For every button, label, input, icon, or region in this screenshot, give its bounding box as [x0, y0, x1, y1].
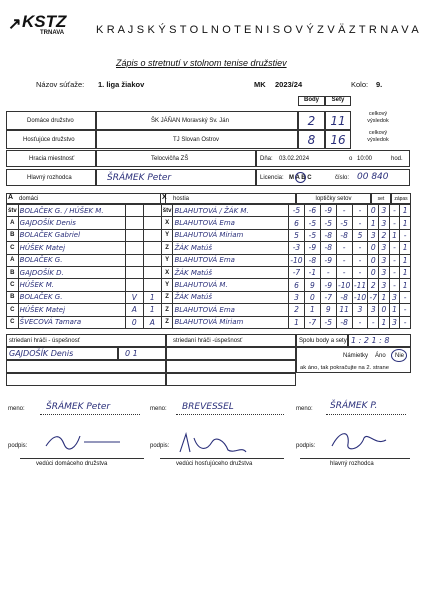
- guest-signature: [176, 430, 286, 456]
- association-name: K R A J S K Ý S T O L N O T E N I S O V Ý Z V Ä Z T R N A V A: [96, 24, 419, 36]
- logo-icon: ↗: [8, 16, 22, 33]
- set-4: -10: [338, 280, 351, 290]
- referee-name: ŠRÁMEK Peter: [96, 169, 256, 186]
- subs-guest-blank-1: [166, 347, 296, 360]
- guest-tag: Z: [161, 291, 173, 303]
- total-value: 1 : 2 1 : 8: [348, 334, 411, 347]
- set-5: -11: [353, 280, 367, 290]
- guest-player: BLAHUTOVÁ Ema: [173, 217, 289, 229]
- home-player: BOLAČEK G. / HÚŠEK M.: [18, 205, 125, 217]
- match-head-home: [6, 193, 166, 204]
- guest-sets-won: 3: [379, 242, 390, 254]
- hour-label: hod.: [391, 156, 403, 162]
- guest-card: [143, 205, 161, 217]
- result-word: set: [371, 193, 391, 204]
- home-match-point: 3: [389, 291, 400, 303]
- home-sets: 11: [325, 111, 351, 130]
- home-match-point: -: [389, 217, 400, 229]
- guest-sets-won: 2: [379, 229, 390, 241]
- set-3: -9: [320, 205, 336, 217]
- guest-match-point: -: [400, 229, 411, 241]
- set-5: 5: [352, 229, 368, 241]
- guest-card: 1: [143, 304, 161, 316]
- guest-match-point: -: [400, 291, 411, 303]
- time-value: 10:00: [357, 156, 373, 162]
- home-team-label: Domáce družstvo: [6, 111, 96, 130]
- set-2: -5: [304, 229, 320, 241]
- home-card: V: [125, 291, 143, 303]
- home-player: HÚŠEK Matej: [18, 242, 125, 254]
- match-row: [7, 254, 411, 266]
- home-card: [125, 205, 143, 217]
- caption-line-2: [160, 458, 284, 459]
- set-3: -5: [320, 316, 336, 328]
- sets-word: loptičky setov: [296, 193, 371, 204]
- set-1: -3: [289, 242, 305, 254]
- guest-caption: vedúci hosťujúceho družstva: [176, 461, 253, 467]
- match-row: [7, 266, 411, 278]
- subs-home-blank-2: [6, 360, 166, 373]
- guest-player: ŽÁK Matúš: [173, 266, 289, 278]
- sign-dots-1: [40, 414, 140, 415]
- home-match-point: -: [389, 266, 400, 278]
- ref-name-label: meno:: [296, 406, 313, 412]
- home-sets-won: 2: [368, 279, 379, 291]
- logo-sub: TRNAVA: [40, 30, 65, 36]
- subs-guest-blank-2: [166, 360, 296, 373]
- guest-letter: X: [162, 194, 167, 201]
- home-card: [125, 279, 143, 291]
- set-5: -: [352, 242, 368, 254]
- guest-card: [143, 217, 161, 229]
- time-label: o: [349, 156, 353, 162]
- sign-dots-2: [176, 414, 284, 415]
- set-3: -9: [320, 279, 336, 291]
- set-4: 11: [336, 304, 352, 316]
- guest-card: [143, 266, 161, 278]
- home-card: [125, 217, 143, 229]
- home-player: HÚŠEK Matej: [18, 304, 125, 316]
- home-card: 0: [125, 316, 143, 328]
- home-player: GAJDOŠÍK Denis: [18, 217, 125, 229]
- set-3: -9: [320, 254, 336, 266]
- notes-no[interactable]: Nie: [395, 353, 405, 359]
- home-sets-won: 3: [368, 304, 379, 316]
- guest-player: BLAHUTOVÁ Miriam: [173, 229, 289, 241]
- round-label: Kolo:: [351, 80, 369, 89]
- date-label: Dňa:: [260, 156, 273, 162]
- caption-line-1: [20, 458, 144, 459]
- set-1: -7: [289, 266, 305, 278]
- total-label: Spolu body a sety: [296, 334, 348, 347]
- player-tag: C: [7, 304, 19, 316]
- guest-sets: 16: [325, 130, 351, 149]
- notes-label: Námietky: [343, 353, 369, 359]
- subs-home-player: GAJDOŠÍK Denis: [6, 347, 118, 360]
- licence-circle-icon: [295, 172, 306, 183]
- match-head-guest: [160, 193, 296, 204]
- guest-tag: Y: [161, 229, 173, 241]
- competition-label: Názov súťaže:: [36, 80, 85, 89]
- player-tag: A: [7, 217, 19, 229]
- guest-match-point: -: [400, 304, 411, 316]
- subs-guest-blank-3: [166, 373, 296, 386]
- home-player: GAJDOŠÍK D.: [18, 266, 125, 278]
- home-word: domáci: [19, 196, 39, 202]
- licence-options: M A B C: [289, 175, 312, 181]
- player-tag: C: [7, 279, 19, 291]
- match-row: [7, 279, 411, 291]
- set-5: -: [352, 217, 368, 229]
- guest-tag: Y: [161, 279, 173, 291]
- singles-table: [6, 204, 411, 329]
- home-match-point: -: [389, 205, 400, 217]
- guest-match-point: 1: [400, 266, 411, 278]
- match-row: [7, 229, 411, 241]
- set-1: 1: [289, 316, 305, 328]
- home-card: [125, 242, 143, 254]
- set-3: -7: [320, 291, 336, 303]
- set-5: -: [352, 254, 368, 266]
- guest-sign-label: podpis:: [150, 443, 170, 449]
- guest-player: BLAHUTOVÁ Miriam: [173, 316, 289, 328]
- guest-card: [143, 229, 161, 241]
- guest-tag: štv: [161, 205, 173, 217]
- caption-line-3: [300, 458, 410, 459]
- ref-sign-label: podpis:: [296, 443, 316, 449]
- guest-player: ŽÁK Matúš: [173, 291, 289, 303]
- guest-player: BLAHUTOVÁ Ema: [173, 254, 289, 266]
- licence-box: [256, 169, 410, 186]
- home-sets-won: 0: [368, 266, 379, 278]
- set-3: -8: [320, 229, 336, 241]
- guest-card: [143, 254, 161, 266]
- set-1: 5: [289, 229, 305, 241]
- home-sign-label: podpis:: [8, 443, 28, 449]
- guest-sets-won: 1: [379, 316, 390, 328]
- set-4: -: [336, 254, 352, 266]
- home-player: ŠVECOVÁ Tamara: [18, 316, 125, 328]
- home-match-point: 1: [389, 304, 400, 316]
- set-5: -10: [353, 292, 367, 302]
- set-4: -: [336, 205, 352, 217]
- home-points: 2: [298, 111, 325, 130]
- set-3: -5: [320, 217, 336, 229]
- player-tag: B: [7, 291, 19, 303]
- guest-tag: X: [161, 266, 173, 278]
- guest-tag: Z: [161, 242, 173, 254]
- guest-player: BLAHUTOVÁ Ema: [173, 304, 289, 316]
- guest-match-point: 1: [400, 279, 411, 291]
- guest-card: 1: [143, 291, 161, 303]
- guest-sets-won: 1: [379, 291, 390, 303]
- notes-box: [296, 347, 411, 373]
- home-manager-name: ŠRÁMEK Peter: [46, 402, 111, 412]
- home-signature: [40, 428, 140, 452]
- guest-word: hostia: [173, 196, 190, 202]
- player-tag: A: [7, 254, 19, 266]
- guest-sets-won: 3: [379, 266, 390, 278]
- guest-match-point: 1: [400, 205, 411, 217]
- guest-sets-won: 3: [379, 217, 390, 229]
- match-row: [7, 291, 411, 303]
- ref-signature: [326, 428, 406, 454]
- home-sets-won: 3: [368, 229, 379, 241]
- set-2: -7: [304, 316, 320, 328]
- guest-team-label: Hosťujúce družstvo: [6, 130, 96, 149]
- points-header: Body: [298, 96, 325, 106]
- home-card: A: [125, 304, 143, 316]
- guest-card: A: [143, 316, 161, 328]
- home-match-point: -: [389, 254, 400, 266]
- set-3: -8: [320, 242, 336, 254]
- set-4: -8: [336, 291, 352, 303]
- guest-sets-won: 3: [379, 254, 390, 266]
- home-card: [125, 229, 143, 241]
- home-match-point: 1: [389, 229, 400, 241]
- home-player: BOLAČEK Gabriel: [18, 229, 125, 241]
- set-4: -8: [336, 229, 352, 241]
- home-match-point: -: [389, 279, 400, 291]
- home-sets-won: -: [368, 316, 379, 328]
- home-sets-won: 1: [368, 217, 379, 229]
- venue-value: Telocvičňa ZŠ: [96, 150, 256, 167]
- home-sets-won: 0: [368, 205, 379, 217]
- set-4: -: [336, 266, 352, 278]
- guest-match-point: 1: [400, 242, 411, 254]
- home-match-point: 3: [389, 316, 400, 328]
- notes-yes[interactable]: Áno: [375, 353, 386, 359]
- set-5: -: [352, 266, 368, 278]
- matches-word: zápas: [391, 193, 411, 204]
- set-2: -6: [304, 205, 320, 217]
- set-2: -1: [304, 266, 320, 278]
- guest-sets-won: 0: [379, 304, 390, 316]
- licence-number-label: číslo:: [335, 175, 350, 181]
- player-tag: štv: [7, 205, 19, 217]
- guest-match-point: -: [400, 316, 411, 328]
- licence-number: 00 840: [357, 172, 389, 182]
- subs-home-score: 0 1: [118, 347, 166, 360]
- player-tag: C: [7, 316, 19, 328]
- sets-header: Sety: [325, 96, 351, 106]
- home-sets-won: -7: [369, 292, 377, 302]
- home-card: [125, 266, 143, 278]
- date-box: [256, 150, 410, 167]
- guest-tag: X: [161, 217, 173, 229]
- set-3: 9: [320, 304, 336, 316]
- player-tag: C: [7, 242, 19, 254]
- player-tag: B: [7, 229, 19, 241]
- set-5: -: [352, 205, 368, 217]
- guest-name-label: meno:: [150, 406, 167, 412]
- set-2: 9: [304, 279, 320, 291]
- result-label-top: celkový výsledok: [367, 111, 389, 124]
- home-card: [125, 254, 143, 266]
- set-2: -8: [304, 254, 320, 266]
- set-1: 2: [289, 304, 305, 316]
- home-name-label: meno:: [8, 406, 25, 412]
- match-row: [7, 316, 411, 328]
- home-sets-won: 0: [368, 242, 379, 254]
- guest-team-name: TJ Slovan Ostrov: [96, 130, 298, 149]
- set-1: -5: [289, 205, 305, 217]
- set-1: -10: [290, 255, 303, 265]
- notes-hint: ak áno, tak pokračujte na 2. strane: [300, 365, 389, 371]
- logo-text: KSTZ: [22, 12, 67, 31]
- licence-label: Licencia:: [260, 175, 284, 181]
- set-4: -8: [336, 316, 352, 328]
- season: 2023/24: [275, 80, 303, 89]
- guest-points: 8: [298, 130, 325, 149]
- set-2: 0: [304, 291, 320, 303]
- mk-label: MK: [254, 80, 266, 89]
- guest-tag: Z: [161, 316, 173, 328]
- match-row: [7, 217, 411, 229]
- set-4: -5: [336, 217, 352, 229]
- logo: [8, 12, 78, 42]
- set-2: 1: [304, 304, 320, 316]
- guest-tag: Y: [161, 254, 173, 266]
- guest-card: [143, 242, 161, 254]
- subs-guest-label: striedaní hráči -úspešnosť: [166, 334, 296, 347]
- sign-dots-3: [326, 414, 406, 415]
- guest-player: BLAHUTOVÁ M.: [173, 279, 289, 291]
- set-2: -5: [304, 217, 320, 229]
- home-sets-won: 0: [368, 254, 379, 266]
- set-4: -: [336, 242, 352, 254]
- guest-sets-won: 3: [379, 279, 390, 291]
- guest-manager-name: BREVESSEL: [182, 402, 234, 412]
- ref-sign-name: ŠRÁMEK P.: [330, 401, 378, 411]
- round-value: 9.: [376, 80, 383, 89]
- subs-home-label: striedaní hráči - úspešnosť: [6, 334, 166, 347]
- venue-label: Hracia miestnosť: [6, 150, 96, 167]
- home-caption: vedúci domáceho družstva: [36, 461, 108, 467]
- home-match-point: -: [389, 242, 400, 254]
- home-team-name: ŠK JÁŇAN Moravský Sv. Ján: [96, 111, 298, 130]
- guest-sets-won: 3: [379, 205, 390, 217]
- match-row: [7, 242, 411, 254]
- form-title: Zápis o stretnutí v stolnom tenise družstiev: [116, 58, 287, 68]
- set-1: 6: [289, 279, 305, 291]
- guest-tag: Z: [161, 304, 173, 316]
- match-row: [7, 304, 411, 316]
- referee-label: Hlavný rozhodca: [6, 169, 96, 186]
- guest-player: BLAHUTOVÁ / ŽÁK M.: [173, 205, 289, 217]
- set-1: 6: [289, 217, 305, 229]
- guest-player: ŽÁK Matúš: [173, 242, 289, 254]
- ref-caption: hlavný rozhodca: [330, 461, 374, 467]
- guest-card: [143, 279, 161, 291]
- guest-match-point: 1: [400, 254, 411, 266]
- subs-home-blank-3: [6, 373, 166, 386]
- home-player: HÚŠEK M.: [18, 279, 125, 291]
- set-1: 3: [289, 291, 305, 303]
- date-value: 03.02.2024: [279, 156, 310, 162]
- home-player: BOLAČEK G.: [18, 291, 125, 303]
- competition-value: 1. liga žiakov: [98, 80, 145, 89]
- home-letter: A: [8, 194, 14, 201]
- set-5: -: [352, 316, 368, 328]
- guest-match-point: 1: [400, 217, 411, 229]
- match-row: [7, 205, 411, 217]
- home-player: BOLAČEK G.: [18, 254, 125, 266]
- set-3: -: [320, 266, 336, 278]
- result-label-bottom: celkový výsledok: [367, 130, 389, 143]
- set-5: 3: [352, 304, 368, 316]
- set-2: -9: [304, 242, 320, 254]
- notes-no-circle-icon: [391, 349, 407, 362]
- player-tag: B: [7, 266, 19, 278]
